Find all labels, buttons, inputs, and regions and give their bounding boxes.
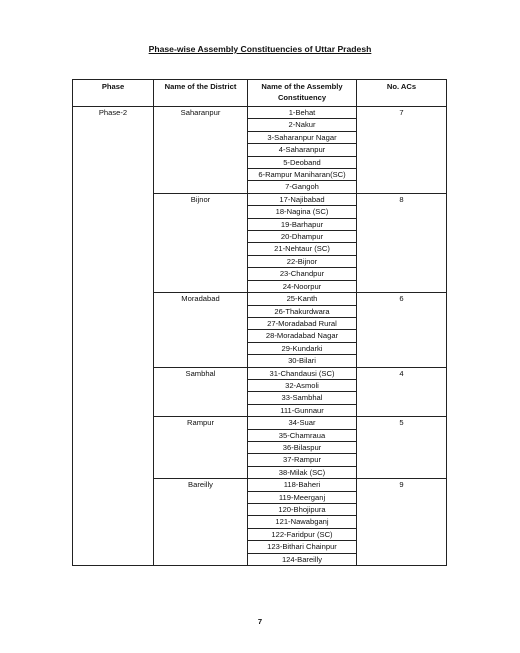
district-cell <box>154 342 248 354</box>
ac-count-cell <box>357 119 447 131</box>
phase-cell <box>73 379 154 391</box>
table-row <box>73 404 447 416</box>
constituency-cell: 29-Kundarki <box>248 342 357 354</box>
constituency-cell: 32-Asmoli <box>248 379 357 391</box>
ac-count-cell <box>357 392 447 404</box>
constituency-cell: 120-Bhojipura <box>248 504 357 516</box>
ac-count-cell <box>357 156 447 168</box>
ac-count-cell <box>357 528 447 540</box>
ac-count-cell <box>357 280 447 292</box>
phase-cell <box>73 429 154 441</box>
ac-count-cell: 9 <box>357 479 447 491</box>
ac-count-cell <box>357 243 447 255</box>
constituency-cell: 30-Bilari <box>248 355 357 367</box>
constituency-cell: 23-Chandpur <box>248 268 357 280</box>
header-ac-count: No. ACs <box>357 80 447 107</box>
phase-cell <box>73 255 154 267</box>
phase-cell <box>73 491 154 503</box>
ac-count-cell <box>357 454 447 466</box>
phase-cell <box>73 466 154 478</box>
ac-count-cell <box>357 317 447 329</box>
constituency-cell: 28-Moradabad Nagar <box>248 330 357 342</box>
constituency-cell: 34-Suar <box>248 417 357 429</box>
district-cell <box>154 454 248 466</box>
ac-count-cell <box>357 516 447 528</box>
constituency-cell: 122-Faridpur (SC) <box>248 528 357 540</box>
ac-count-cell <box>357 181 447 193</box>
district-cell <box>154 404 248 416</box>
ac-count-cell <box>357 342 447 354</box>
table-row <box>73 169 447 181</box>
ac-count-cell <box>357 541 447 553</box>
ac-count-cell <box>357 553 447 565</box>
table-row <box>73 355 447 367</box>
header-district: Name of the District <box>154 80 248 107</box>
ac-count-cell <box>357 169 447 181</box>
district-cell <box>154 218 248 230</box>
phase-cell <box>73 293 154 305</box>
phase-cell <box>73 528 154 540</box>
table-row <box>73 107 447 119</box>
table-row <box>73 317 447 329</box>
ac-count-cell <box>357 218 447 230</box>
district-cell: Saharanpur <box>154 107 248 119</box>
constituency-cell: 36-Bilaspur <box>248 441 357 453</box>
district-cell <box>154 379 248 391</box>
district-cell <box>154 355 248 367</box>
ac-count-cell <box>357 491 447 503</box>
phase-cell <box>73 504 154 516</box>
constituency-cell: 5-Deoband <box>248 156 357 168</box>
phase-cell <box>73 454 154 466</box>
ac-count-cell <box>357 255 447 267</box>
phase-cell <box>73 169 154 181</box>
table-body <box>73 107 447 566</box>
constituency-cell: 38-Milak (SC) <box>248 466 357 478</box>
table-row <box>73 491 447 503</box>
table-row <box>73 119 447 131</box>
table-row <box>73 342 447 354</box>
district-cell <box>154 255 248 267</box>
constituency-cell: 121-Nawabganj <box>248 516 357 528</box>
ac-count-cell <box>357 504 447 516</box>
phase-cell <box>73 305 154 317</box>
district-cell <box>154 504 248 516</box>
district-cell <box>154 156 248 168</box>
table-row <box>73 305 447 317</box>
phase-cell <box>73 404 154 416</box>
constituency-cell: 31-Chandausi (SC) <box>248 367 357 379</box>
district-cell <box>154 305 248 317</box>
constituency-cell: 3-Saharanpur Nagar <box>248 131 357 143</box>
district-cell <box>154 144 248 156</box>
phase-cell <box>73 417 154 429</box>
phase-cell <box>73 231 154 243</box>
district-cell <box>154 231 248 243</box>
table-row <box>73 280 447 292</box>
phase-cell <box>73 342 154 354</box>
constituency-cell: 25-Kanth <box>248 293 357 305</box>
district-cell <box>154 491 248 503</box>
district-cell <box>154 330 248 342</box>
phase-cell <box>73 131 154 143</box>
district-cell: Bijnor <box>154 193 248 205</box>
phase-cell <box>73 553 154 565</box>
district-cell <box>154 429 248 441</box>
ac-count-cell <box>357 429 447 441</box>
table-row <box>73 255 447 267</box>
district-cell <box>154 441 248 453</box>
page-number: 7 <box>257 617 263 626</box>
table-row <box>73 466 447 478</box>
constituency-cell: 20-Dhampur <box>248 231 357 243</box>
constituency-cell: 17-Najibabad <box>248 193 357 205</box>
page-title: Phase-wise Assembly Constituencies of Uttar Pradesh <box>148 44 372 54</box>
phase-cell <box>73 280 154 292</box>
header-phase: Phase <box>73 80 154 107</box>
phase-cell <box>73 181 154 193</box>
ac-count-cell <box>357 231 447 243</box>
constituency-cell: 119-Meerganj <box>248 491 357 503</box>
phase-cell <box>73 156 154 168</box>
district-cell: Moradabad <box>154 293 248 305</box>
constituency-cell: 26-Thakurdwara <box>248 305 357 317</box>
table-row <box>73 156 447 168</box>
table-row <box>73 392 447 404</box>
district-cell: Bareilly <box>154 479 248 491</box>
ac-count-cell <box>357 268 447 280</box>
ac-count-cell: 6 <box>357 293 447 305</box>
constituency-table <box>72 79 447 566</box>
table-row <box>73 231 447 243</box>
header-constituency: Name of the Assembly Constituency <box>248 80 357 107</box>
constituency-cell: 18-Nagina (SC) <box>248 206 357 218</box>
constituency-cell: 118-Baheri <box>248 479 357 491</box>
table-row <box>73 504 447 516</box>
constituency-cell: 1-Behat <box>248 107 357 119</box>
phase-cell <box>73 144 154 156</box>
district-cell <box>154 119 248 131</box>
district-cell <box>154 466 248 478</box>
phase-cell <box>73 243 154 255</box>
ac-count-cell <box>357 404 447 416</box>
constituency-cell: 22-Bijnor <box>248 255 357 267</box>
ac-count-cell <box>357 441 447 453</box>
ac-count-cell <box>357 206 447 218</box>
phase-cell <box>73 441 154 453</box>
district-cell <box>154 181 248 193</box>
phase-cell <box>73 392 154 404</box>
table-row <box>73 144 447 156</box>
constituency-cell: 124-Bareilly <box>248 553 357 565</box>
phase-cell: Phase-2 <box>73 107 154 119</box>
constituency-cell: 27-Moradabad Rural <box>248 317 357 329</box>
district-cell <box>154 206 248 218</box>
table-row <box>73 193 447 205</box>
table-row <box>73 417 447 429</box>
constituency-cell: 35-Chamraua <box>248 429 357 441</box>
table-header-row <box>73 80 447 107</box>
table-row <box>73 131 447 143</box>
table-row <box>73 454 447 466</box>
ac-count-cell <box>357 466 447 478</box>
district-cell <box>154 169 248 181</box>
ac-count-cell: 7 <box>357 107 447 119</box>
ac-count-cell <box>357 330 447 342</box>
constituency-cell: 6-Rampur Maniharan(SC) <box>248 169 357 181</box>
table-row <box>73 516 447 528</box>
district-cell <box>154 243 248 255</box>
table-row <box>73 206 447 218</box>
table-row <box>73 429 447 441</box>
district-cell <box>154 268 248 280</box>
district-cell: Sambhal <box>154 367 248 379</box>
district-cell <box>154 516 248 528</box>
ac-count-cell: 4 <box>357 367 447 379</box>
phase-cell <box>73 367 154 379</box>
phase-cell <box>73 206 154 218</box>
constituency-cell: 4-Saharanpur <box>248 144 357 156</box>
phase-cell <box>73 541 154 553</box>
phase-cell <box>73 355 154 367</box>
table-row <box>73 367 447 379</box>
table-row <box>73 441 447 453</box>
ac-count-cell: 8 <box>357 193 447 205</box>
constituency-cell: 21-Nehtaur (SC) <box>248 243 357 255</box>
ac-count-cell <box>357 379 447 391</box>
phase-cell <box>73 317 154 329</box>
table-row <box>73 181 447 193</box>
constituency-cell: 33-Sambhal <box>248 392 357 404</box>
district-cell <box>154 541 248 553</box>
table-row <box>73 528 447 540</box>
table-row <box>73 479 447 491</box>
ac-count-cell <box>357 144 447 156</box>
table-row <box>73 243 447 255</box>
phase-cell <box>73 218 154 230</box>
district-cell <box>154 280 248 292</box>
phase-cell <box>73 516 154 528</box>
ac-count-cell: 5 <box>357 417 447 429</box>
table-row <box>73 218 447 230</box>
constituency-cell: 2-Nakur <box>248 119 357 131</box>
constituency-cell: 19-Barhapur <box>248 218 357 230</box>
district-cell <box>154 317 248 329</box>
ac-count-cell <box>357 355 447 367</box>
table-row <box>73 268 447 280</box>
constituency-cell: 123-Bithari Chainpur <box>248 541 357 553</box>
table-row <box>73 553 447 565</box>
table-row <box>73 330 447 342</box>
district-cell <box>154 528 248 540</box>
constituency-cell: 37-Rampur <box>248 454 357 466</box>
ac-count-cell <box>357 305 447 317</box>
phase-cell <box>73 330 154 342</box>
constituency-cell: 111-Gunnaur <box>248 404 357 416</box>
phase-cell <box>73 193 154 205</box>
table-row <box>73 379 447 391</box>
ac-count-cell <box>357 131 447 143</box>
phase-cell <box>73 119 154 131</box>
constituency-cell: 24-Noorpur <box>248 280 357 292</box>
constituency-cell: 7-Gangoh <box>248 181 357 193</box>
district-cell <box>154 392 248 404</box>
district-cell <box>154 553 248 565</box>
district-cell <box>154 131 248 143</box>
phase-cell <box>73 479 154 491</box>
table-row <box>73 541 447 553</box>
table-row <box>73 293 447 305</box>
district-cell: Rampur <box>154 417 248 429</box>
phase-cell <box>73 268 154 280</box>
